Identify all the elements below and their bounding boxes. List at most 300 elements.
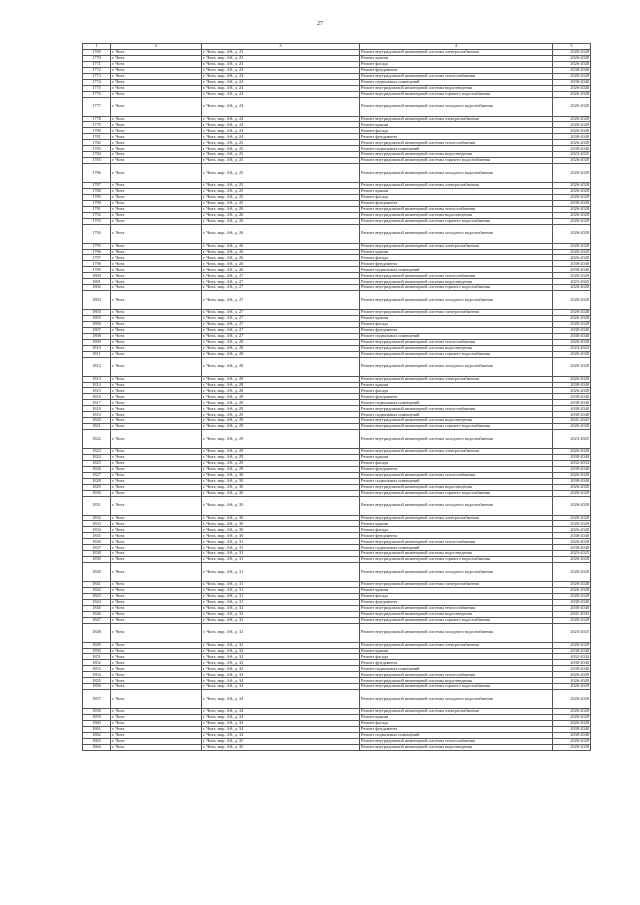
period-cell: 2026-2028 [553,273,591,279]
table-row [83,97,591,116]
period-cell: 2038-2040 [553,466,591,472]
address-cell: г. Чита, мкр. 4-й, д. 32 [202,642,360,648]
period-cell: 2026-2028 [553,73,591,79]
period-cell: 2026-2028 [553,449,591,455]
row-number: 1851 [83,654,111,660]
row-number: 1797 [83,255,111,261]
address-cell: г. Чита, мкр. 4-й, д. 31 [202,587,360,593]
municipality-cell: г. Чита [111,648,202,654]
municipality-cell: г. Чита [111,605,202,611]
municipality-cell: г. Чита [111,140,202,146]
work-type-cell: Ремонт фасада [360,460,553,466]
municipality-cell: г. Чита [111,557,202,563]
address-cell: г. Чита, мкр. 4-й, д. 25 [202,164,360,183]
address-cell: г. Чита, мкр. 4-й, д. 27 [202,291,360,310]
period-cell: 2026-2028 [553,642,591,648]
municipality-cell: г. Чита [111,55,202,61]
work-type-cell: Ремонт внутридомовой инженерной системы теплоснабжения [360,605,553,611]
municipality-cell: г. Чита [111,200,202,206]
address-cell: г. Чита, мкр. 4-й, д. 32 [202,611,360,617]
municipality-cell: г. Чита [111,515,202,521]
municipality-cell: г. Чита [111,563,202,582]
period-cell: 2038-2040 [553,648,591,654]
municipality-cell: г. Чита [111,327,202,333]
work-type-cell: Ремонт внутридомовой инженерной системы теплоснабжения [360,738,553,744]
work-type-cell: Ремонт подвальных помещений [360,545,553,551]
row-number: 1821 [83,424,111,430]
row-number: 1780 [83,128,111,134]
row-number: 1786 [83,164,111,183]
work-type-cell: Ремонт внутридомовой инженерной системы горячего водоснабжения [360,351,553,357]
row-number: 1819 [83,412,111,418]
period-cell: 2026-2028 [553,424,591,430]
municipality-cell: г. Чита [111,122,202,128]
work-type-cell: Ремонт внутридомовой инженерной системы холодного водоснабжения [360,690,553,709]
work-type-cell: Ремонт фасада [360,61,553,67]
municipality-cell: г. Чита [111,400,202,406]
row-number: 1858 [83,709,111,715]
municipality-cell: г. Чита [111,267,202,273]
work-type-cell: Ремонт внутридомовой инженерной системы горячего водоснабжения [360,285,553,291]
row-number: 1849 [83,642,111,648]
work-type-cell: Ремонт внутридомовой инженерной системы электроснабжения [360,642,553,648]
row-number: 1771 [83,61,111,67]
municipality-cell: г. Чита [111,720,202,726]
row-number: 1827 [83,472,111,478]
row-number: 1833 [83,521,111,527]
municipality-cell: г. Чита [111,690,202,709]
work-type-cell: Ремонт фасада [360,321,553,327]
period-cell: 2026-2028 [553,183,591,189]
address-cell: г. Чита, мкр. 4-й, д. 24 [202,134,360,140]
address-cell: г. Чита, мкр. 4-й, д. 29 [202,406,360,412]
municipality-cell: г. Чита [111,545,202,551]
municipality-cell: г. Чита [111,660,202,666]
table-row [83,291,591,310]
row-number: 1852 [83,660,111,666]
address-cell: г. Чита, мкр. 4-й, д. 24 [202,73,360,79]
municipality-cell: г. Чита [111,243,202,249]
work-type-cell: Ремонт крыши [360,122,553,128]
municipality-cell: г. Чита [111,50,202,56]
work-type-cell: Ремонт внутридомовой инженерной системы теплоснабжения [360,672,553,678]
row-number: 1863 [83,738,111,744]
period-cell: 2026-2028 [553,285,591,291]
page-number: 27 [317,21,323,27]
work-type-cell: Ремонт внутридомовой инженерной системы теплоснабжения [360,406,553,412]
municipality-cell: г. Чита [111,732,202,738]
row-number: 1803 [83,291,111,310]
period-cell: 2026-2028 [553,539,591,545]
work-type-cell: Ремонт внутридомовой инженерной системы водоотведения [360,744,553,750]
address-cell: г. Чита, мкр. 4-й, д. 31 [202,545,360,551]
period-cell: 2041-2043 [553,418,591,424]
row-number: 1853 [83,666,111,672]
municipality-cell: г. Чита [111,321,202,327]
period-cell: 2038-2040 [553,400,591,406]
address-cell: г. Чита, мкр. 4-й, д. 34 [202,726,360,732]
address-cell: г. Чита, мкр. 4-й, д. 25 [202,200,360,206]
row-number: 1835 [83,533,111,539]
row-number: 1829 [83,484,111,490]
row-number: 1843 [83,593,111,599]
period-cell: 2026-2028 [553,243,591,249]
row-number: 1809 [83,339,111,345]
address-cell: г. Чита, мкр. 4-й, д. 25 [202,194,360,200]
period-cell: 2026-2028 [553,351,591,357]
municipality-cell: г. Чита [111,67,202,73]
period-cell: 2038-2040 [553,732,591,738]
work-type-cell: Ремонт крыши [360,648,553,654]
row-number: 1836 [83,539,111,545]
period-cell: 2038-2040 [553,333,591,339]
municipality-cell: г. Чита [111,484,202,490]
work-type-cell: Ремонт крыши [360,188,553,194]
municipality-cell: г. Чита [111,672,202,678]
row-number: 1855 [83,678,111,684]
work-type-cell: Ремонт внутридомовой инженерной системы электроснабжения [360,116,553,122]
work-type-cell: Ремонт внутридомовой инженерной системы водоотведения [360,551,553,557]
work-type-cell: Ремонт внутридомовой инженерной системы горячего водоснабжения [360,684,553,690]
work-type-cell: Ремонт фасада [360,720,553,726]
table-row [83,224,591,243]
address-cell: г. Чита, мкр. 4-й, д. 25 [202,183,360,189]
row-number: 1822 [83,430,111,449]
municipality-cell: г. Чита [111,449,202,455]
work-type-cell: Ремонт подвальных помещений [360,146,553,152]
address-cell: г. Чита, мкр. 4-й, д. 26 [202,255,360,261]
row-number: 1801 [83,279,111,285]
work-type-cell: Ремонт подвальных помещений [360,478,553,484]
municipality-cell: г. Чита [111,310,202,316]
address-cell: г. Чита, мкр. 4-й, д. 26 [202,249,360,255]
row-number: 1826 [83,466,111,472]
work-type-cell: Ремонт фасада [360,255,553,261]
address-cell: г. Чита, мкр. 4-й, д. 26 [202,224,360,243]
municipality-cell: г. Чита [111,91,202,97]
table-body [83,50,591,751]
table-row [83,744,591,750]
row-number: 1841 [83,582,111,588]
work-type-cell: Ремонт фундамента [360,394,553,400]
row-number: 1772 [83,67,111,73]
address-cell: г. Чита, мкр. 4-й, д. 28 [202,376,360,382]
period-cell: 2026-2028 [553,587,591,593]
work-type-cell: Ремонт фундамента [360,261,553,267]
work-type-cell: Ремонт фундамента [360,134,553,140]
period-cell: 2026-2028 [553,744,591,750]
row-number: 1773 [83,73,111,79]
work-type-cell: Ремонт внутридомовой инженерной системы горячего водоснабжения [360,490,553,496]
row-number: 1854 [83,672,111,678]
municipality-cell: г. Чита [111,623,202,642]
period-cell: 2026-2028 [553,672,591,678]
work-type-cell: Ремонт внутридомовой инженерной системы холодного водоснабжения [360,623,553,642]
row-number: 1783 [83,146,111,152]
work-type-cell: Ремонт фасада [360,527,553,533]
work-type-cell: Ремонт внутридомовой инженерной системы электроснабжения [360,183,553,189]
municipality-cell: г. Чита [111,388,202,394]
work-type-cell: Ремонт внутридомовой инженерной системы горячего водоснабжения [360,218,553,224]
address-cell: г. Чита, мкр. 4-й, д. 34 [202,709,360,715]
work-type-cell: Ремонт фундамента [360,466,553,472]
address-cell: г. Чита, мкр. 4-й, д. 29 [202,430,360,449]
period-cell: 2026-2028 [553,557,591,563]
work-type-cell: Ремонт фундамента [360,726,553,732]
municipality-cell: г. Чита [111,218,202,224]
municipality-cell: г. Чита [111,316,202,322]
period-cell: 2038-2040 [553,79,591,85]
period-cell: 2038-2040 [553,406,591,412]
address-cell: г. Чита, мкр. 4-й, д. 27 [202,310,360,316]
municipality-cell: г. Чита [111,611,202,617]
address-cell: г. Чита, мкр. 4-й, д. 30 [202,478,360,484]
address-cell: г. Чита, мкр. 4-й, д. 31 [202,557,360,563]
address-cell: г. Чита, мкр. 4-й, д. 32 [202,605,360,611]
row-number: 1800 [83,273,111,279]
work-type-cell: Ремонт внутридомовой инженерной системы водоотведения [360,152,553,158]
address-cell: г. Чита, мкр. 4-й, д. 28 [202,339,360,345]
address-cell: г. Чита, мкр. 4-й, д. 34 [202,678,360,684]
work-type-cell: Ремонт внутридомовой инженерной системы теплоснабжения [360,472,553,478]
row-number: 1806 [83,321,111,327]
municipality-cell: г. Чита [111,454,202,460]
row-number: 1832 [83,515,111,521]
municipality-cell: г. Чита [111,521,202,527]
work-type-cell: Ремонт фасада [360,654,553,660]
row-number: 1824 [83,454,111,460]
address-cell: г. Чита, мкр. 4-й, д. 30 [202,521,360,527]
address-cell: г. Чита, мкр. 4-й, д. 30 [202,472,360,478]
municipality-cell: г. Чита [111,164,202,183]
municipality-cell: г. Чита [111,593,202,599]
work-type-cell: Ремонт подвальных помещений [360,400,553,406]
repair-schedule-table [82,43,591,751]
period-cell: 2026-2028 [553,720,591,726]
column-header-work-type: 4 [360,44,553,50]
address-cell: г. Чита, мкр. 4-й, д. 32 [202,648,360,654]
row-number: 1781 [83,134,111,140]
period-cell: 2038-2040 [553,454,591,460]
row-number: 1828 [83,478,111,484]
period-cell: 2032-2034 [553,654,591,660]
row-number: 1860 [83,720,111,726]
address-cell: г. Чита, мкр. 4-й, д. 28 [202,400,360,406]
address-cell: г. Чита, мкр. 4-й, д. 29 [202,460,360,466]
row-number: 1807 [83,327,111,333]
period-cell: 2023-2025 [553,345,591,351]
row-number: 1820 [83,418,111,424]
municipality-cell: г. Чита [111,97,202,116]
work-type-cell: Ремонт внутридомовой инженерной системы электроснабжения [360,709,553,715]
municipality-cell: г. Чита [111,85,202,91]
work-type-cell: Ремонт внутридомовой инженерной системы электроснабжения [360,50,553,56]
address-cell: г. Чита, мкр. 4-й, д. 23 [202,67,360,73]
work-type-cell: Ремонт подвальных помещений [360,79,553,85]
column-header-number: 1 [83,44,111,50]
work-type-cell: Ремонт крыши [360,382,553,388]
period-cell: 2038-2040 [553,261,591,267]
period-cell: 2026-2028 [553,521,591,527]
work-type-cell: Ремонт фундамента [360,599,553,605]
table-row [83,690,591,709]
period-cell: 2026-2028 [553,164,591,183]
period-cell: 2038-2040 [553,478,591,484]
municipality-cell: г. Чита [111,382,202,388]
municipality-cell: г. Чита [111,273,202,279]
municipality-cell: г. Чита [111,726,202,732]
municipality-cell: г. Чита [111,430,202,449]
row-number: 1810 [83,345,111,351]
table-row [83,430,591,449]
address-cell: г. Чита, мкр. 4-й, д. 23 [202,61,360,67]
period-cell: 2026-2028 [553,339,591,345]
period-cell: 2026-2028 [553,255,591,261]
address-cell: г. Чита, мкр. 4-й, д. 28 [202,357,360,376]
address-cell: г. Чита, мкр. 4-й, д. 31 [202,563,360,582]
period-cell: 2026-2028 [553,709,591,715]
period-cell: 2038-2040 [553,394,591,400]
period-cell: 2038-2040 [553,327,591,333]
column-header-period: 5 [553,44,591,50]
row-number: 1837 [83,545,111,551]
work-type-cell: Ремонт подвальных помещений [360,666,553,672]
row-number: 1848 [83,623,111,642]
table-row [83,164,591,183]
row-number: 1776 [83,91,111,97]
municipality-cell: г. Чита [111,206,202,212]
address-cell: г. Чита, мкр. 4-й, д. 25 [202,188,360,194]
period-cell: 2026-2028 [553,484,591,490]
municipality-cell: г. Чита [111,116,202,122]
row-number: 1770 [83,55,111,61]
municipality-cell: г. Чита [111,255,202,261]
address-cell: г. Чита, мкр. 4-й, д. 31 [202,582,360,588]
municipality-cell: г. Чита [111,460,202,466]
municipality-cell: г. Чита [111,128,202,134]
work-type-cell: Ремонт фасада [360,128,553,134]
address-cell: г. Чита, мкр. 4-й, д. 27 [202,279,360,285]
address-cell: г. Чита, мкр. 4-й, д. 30 [202,496,360,515]
row-number: 1811 [83,351,111,357]
period-cell: 2026-2028 [553,316,591,322]
work-type-cell: Ремонт внутридомовой инженерной системы электроснабжения [360,582,553,588]
column-header-address: 3 [202,44,360,50]
row-number: 1794 [83,224,111,243]
row-number: 1847 [83,617,111,623]
municipality-cell: г. Чита [111,642,202,648]
municipality-cell: г. Чита [111,599,202,605]
period-cell: 2026-2028 [553,388,591,394]
row-number: 1769 [83,50,111,56]
period-cell: 2026-2028 [553,61,591,67]
row-number: 1817 [83,400,111,406]
work-type-cell: Ремонт внутридомовой инженерной системы теплоснабжения [360,339,553,345]
address-cell: г. Чита, мкр. 4-й, д. 27 [202,285,360,291]
municipality-cell: г. Чита [111,709,202,715]
address-cell: г. Чита, мкр. 4-й, д. 28 [202,388,360,394]
address-cell: г. Чита, мкр. 4-й, д. 25 [202,152,360,158]
municipality-cell: г. Чита [111,533,202,539]
row-number: 1834 [83,527,111,533]
work-type-cell: Ремонт внутридомовой инженерной системы теплоснабжения [360,206,553,212]
period-cell: 2023-2025 [553,279,591,285]
period-cell: 2038-2040 [553,660,591,666]
work-type-cell: Ремонт внутридомовой инженерной системы электроснабжения [360,376,553,382]
work-type-cell: Ремонт внутридомовой инженерной системы электроснабжения [360,243,553,249]
address-cell: г. Чита, мкр. 4-й, д. 26 [202,206,360,212]
address-cell: г. Чита, мкр. 4-й, д. 28 [202,382,360,388]
row-number: 1859 [83,715,111,721]
address-cell: г. Чита, мкр. 4-й, д. 30 [202,484,360,490]
row-number: 1791 [83,206,111,212]
municipality-cell: г. Чита [111,158,202,164]
period-cell: 2026-2028 [553,97,591,116]
municipality-cell: г. Чита [111,587,202,593]
row-number: 1782 [83,140,111,146]
address-cell: г. Чита, мкр. 4-й, д. 23 [202,55,360,61]
address-cell: г. Чита, мкр. 4-й, д. 34 [202,732,360,738]
work-type-cell: Ремонт внутридомовой инженерной системы водоотведения [360,345,553,351]
municipality-cell: г. Чита [111,339,202,345]
municipality-cell: г. Чита [111,194,202,200]
period-cell: 2038-2040 [553,267,591,273]
address-cell: г. Чита, мкр. 4-й, д. 27 [202,321,360,327]
work-type-cell: Ремонт внутридомовой инженерной системы электроснабжения [360,449,553,455]
row-number: 1798 [83,261,111,267]
address-cell: г. Чита, мкр. 4-й, д. 30 [202,533,360,539]
municipality-cell: г. Чита [111,345,202,351]
address-cell: г. Чита, мкр. 4-й, д. 29 [202,424,360,430]
period-cell: 2026-2028 [553,310,591,316]
municipality-cell: г. Чита [111,146,202,152]
address-cell: г. Чита, мкр. 4-й, д. 35 [202,744,360,750]
period-cell: 2038-2040 [553,599,591,605]
municipality-cell: г. Чита [111,424,202,430]
municipality-cell: г. Чита [111,418,202,424]
work-type-cell: Ремонт крыши [360,587,553,593]
period-cell: 2038-2040 [553,726,591,732]
work-type-cell: Ремонт фасада [360,194,553,200]
municipality-cell: г. Чита [111,738,202,744]
row-number: 1816 [83,394,111,400]
municipality-cell: г. Чита [111,212,202,218]
address-cell: г. Чита, мкр. 4-й, д. 26 [202,218,360,224]
municipality-cell: г. Чита [111,684,202,690]
municipality-cell: г. Чита [111,617,202,623]
municipality-cell: г. Чита [111,394,202,400]
work-type-cell: Ремонт крыши [360,249,553,255]
row-number: 1774 [83,79,111,85]
period-cell: 2026-2028 [553,55,591,61]
municipality-cell: г. Чита [111,582,202,588]
row-number: 1787 [83,183,111,189]
period-cell: 2038-2040 [553,67,591,73]
work-type-cell: Ремонт крыши [360,55,553,61]
address-cell: г. Чита, мкр. 4-й, д. 31 [202,593,360,599]
address-cell: г. Чита, мкр. 4-й, д. 24 [202,116,360,122]
period-cell: 2038-2040 [553,382,591,388]
address-cell: г. Чита, мкр. 4-й, д. 25 [202,158,360,164]
work-type-cell: Ремонт фундамента [360,67,553,73]
address-cell: г. Чита, мкр. 4-й, д. 31 [202,551,360,557]
address-cell: г. Чита, мкр. 4-й, д. 28 [202,351,360,357]
row-number: 1846 [83,611,111,617]
row-number: 1788 [83,188,111,194]
work-type-cell: Ремонт подвальных помещений [360,267,553,273]
period-cell: 2026-2028 [553,91,591,97]
municipality-cell: г. Чита [111,279,202,285]
